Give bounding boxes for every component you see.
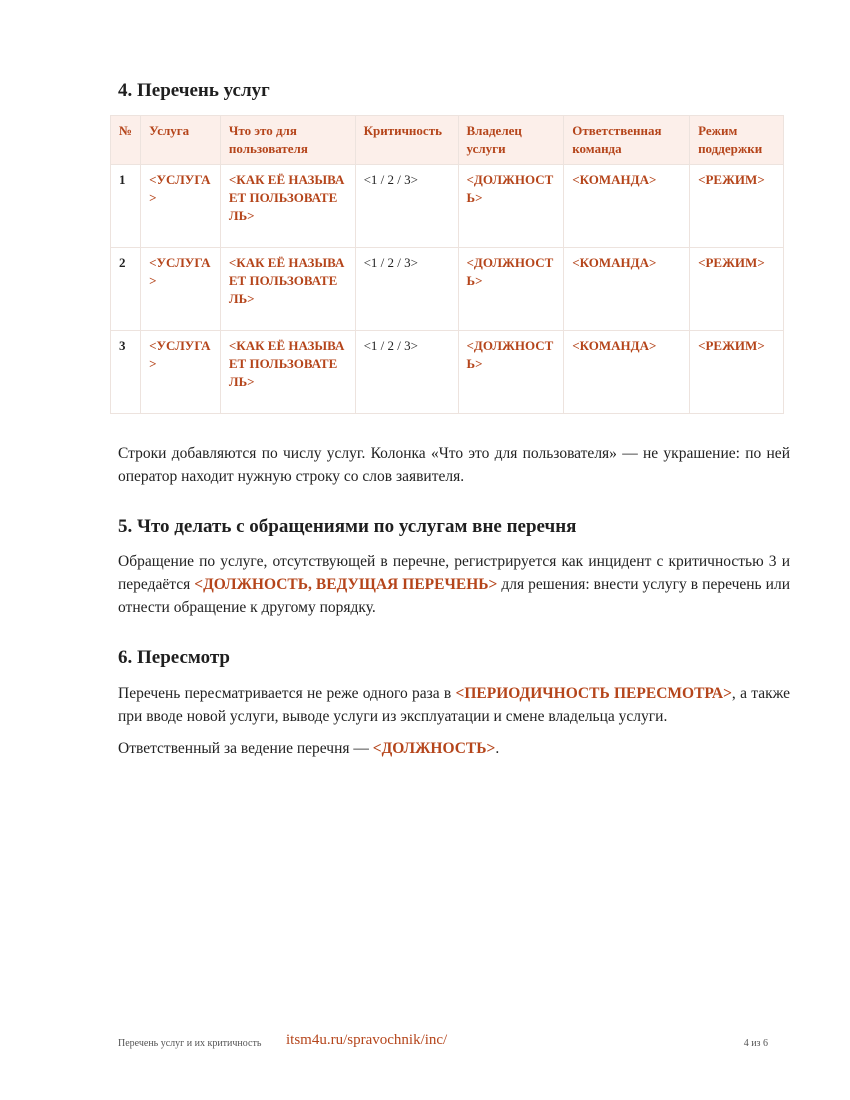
s5-text-start: Обращение по услуге, отсутствующей в перечне, регистрируется как инцидент с критичностью 3 и передаётся	[118, 553, 790, 593]
cell-support-mode: <РЕЖИМ>	[690, 331, 784, 414]
s6-text-end: , а также при вводе новой услуги, выводе услуги из эксплуатации и смене владельца услуги.	[118, 685, 790, 725]
table-row	[111, 248, 784, 331]
s5-text-end: для решения: внести услугу в перечень или отнести обращение к другому порядку.	[118, 576, 790, 616]
col-header-team: Ответственная команда	[564, 116, 690, 165]
footer-link[interactable]: itsm4u.ru/spravochnik/inc/	[286, 1032, 448, 1048]
cell-team: <КОМАНДА>	[564, 165, 690, 248]
cell-criticality: <1 / 2 / 3>	[355, 331, 458, 414]
cell-team: <КОМАНДА>	[564, 331, 690, 414]
cell-number: 2	[111, 248, 141, 331]
table-header-row	[111, 116, 784, 165]
col-header-user-name: Что это для пользователя	[220, 116, 355, 165]
cell-owner: <ДОЛЖНОСТЬ>	[458, 165, 564, 248]
placeholder-position-owner: <ДОЛЖНОСТЬ, ВЕДУЩАЯ ПЕРЕЧЕНЬ>	[194, 576, 498, 593]
footer-page-number: 4 из 6	[743, 1038, 768, 1049]
cell-number: 1	[111, 165, 141, 248]
s6-p2-text-start: Ответственный за ведение перечня —	[118, 740, 373, 757]
footer-doc-title: Перечень услуг и их критичность	[118, 1038, 262, 1049]
cell-service: <УСЛУГА>	[141, 165, 221, 248]
section-4-heading: 4. Перечень услуг	[118, 80, 270, 101]
col-header-criticality: Критичность	[355, 116, 458, 165]
services-table	[110, 115, 784, 414]
s6-text-start: Перечень пересматривается не реже одного раза в	[118, 685, 456, 702]
cell-criticality: <1 / 2 / 3>	[355, 248, 458, 331]
s6-p2-text-end: .	[495, 740, 500, 757]
col-header-service: Услуга	[141, 116, 221, 165]
cell-user-name: <КАК ЕЁ НАЗЫВАЕТ ПОЛЬЗОВАТЕЛЬ>	[220, 331, 355, 414]
cell-user-name: <КАК ЕЁ НАЗЫВАЕТ ПОЛЬЗОВАТЕЛЬ>	[220, 165, 355, 248]
placeholder-review-period: <ПЕРИОДИЧНОСТЬ ПЕРЕСМОТРА>	[455, 685, 732, 702]
section-6-heading: 6. Пересмотр	[118, 647, 230, 668]
table-note-paragraph: Строки добавляются по числу услуг. Колонка «Что это для пользователя» — не украшение: по ней оператор находит нужную строку со слов заявителя.	[118, 445, 790, 485]
cell-owner: <ДОЛЖНОСТЬ>	[458, 248, 564, 331]
cell-support-mode: <РЕЖИМ>	[690, 165, 784, 248]
placeholder-position: <ДОЛЖНОСТЬ>	[372, 740, 496, 757]
cell-service: <УСЛУГА>	[141, 248, 221, 331]
col-header-owner: Владелец услуги	[458, 116, 564, 165]
section-5-heading: 5. Что делать с обращениями по услугам вне перечня	[118, 516, 577, 537]
col-header-number: №	[111, 116, 141, 165]
table-row	[111, 165, 784, 248]
cell-user-name: <КАК ЕЁ НАЗЫВАЕТ ПОЛЬЗОВАТЕЛЬ>	[220, 248, 355, 331]
col-header-support-mode: Режим поддержки	[690, 116, 784, 165]
section-6-paragraph-2	[118, 737, 790, 760]
cell-number: 3	[111, 331, 141, 414]
section-5-paragraph	[118, 550, 790, 619]
cell-support-mode: <РЕЖИМ>	[690, 248, 784, 331]
table-row	[111, 331, 784, 414]
cell-team: <КОМАНДА>	[564, 248, 690, 331]
cell-service: <УСЛУГА>	[141, 331, 221, 414]
cell-owner: <ДОЛЖНОСТЬ>	[458, 331, 564, 414]
section-6-paragraph-1	[118, 682, 790, 728]
cell-criticality: <1 / 2 / 3>	[355, 165, 458, 248]
